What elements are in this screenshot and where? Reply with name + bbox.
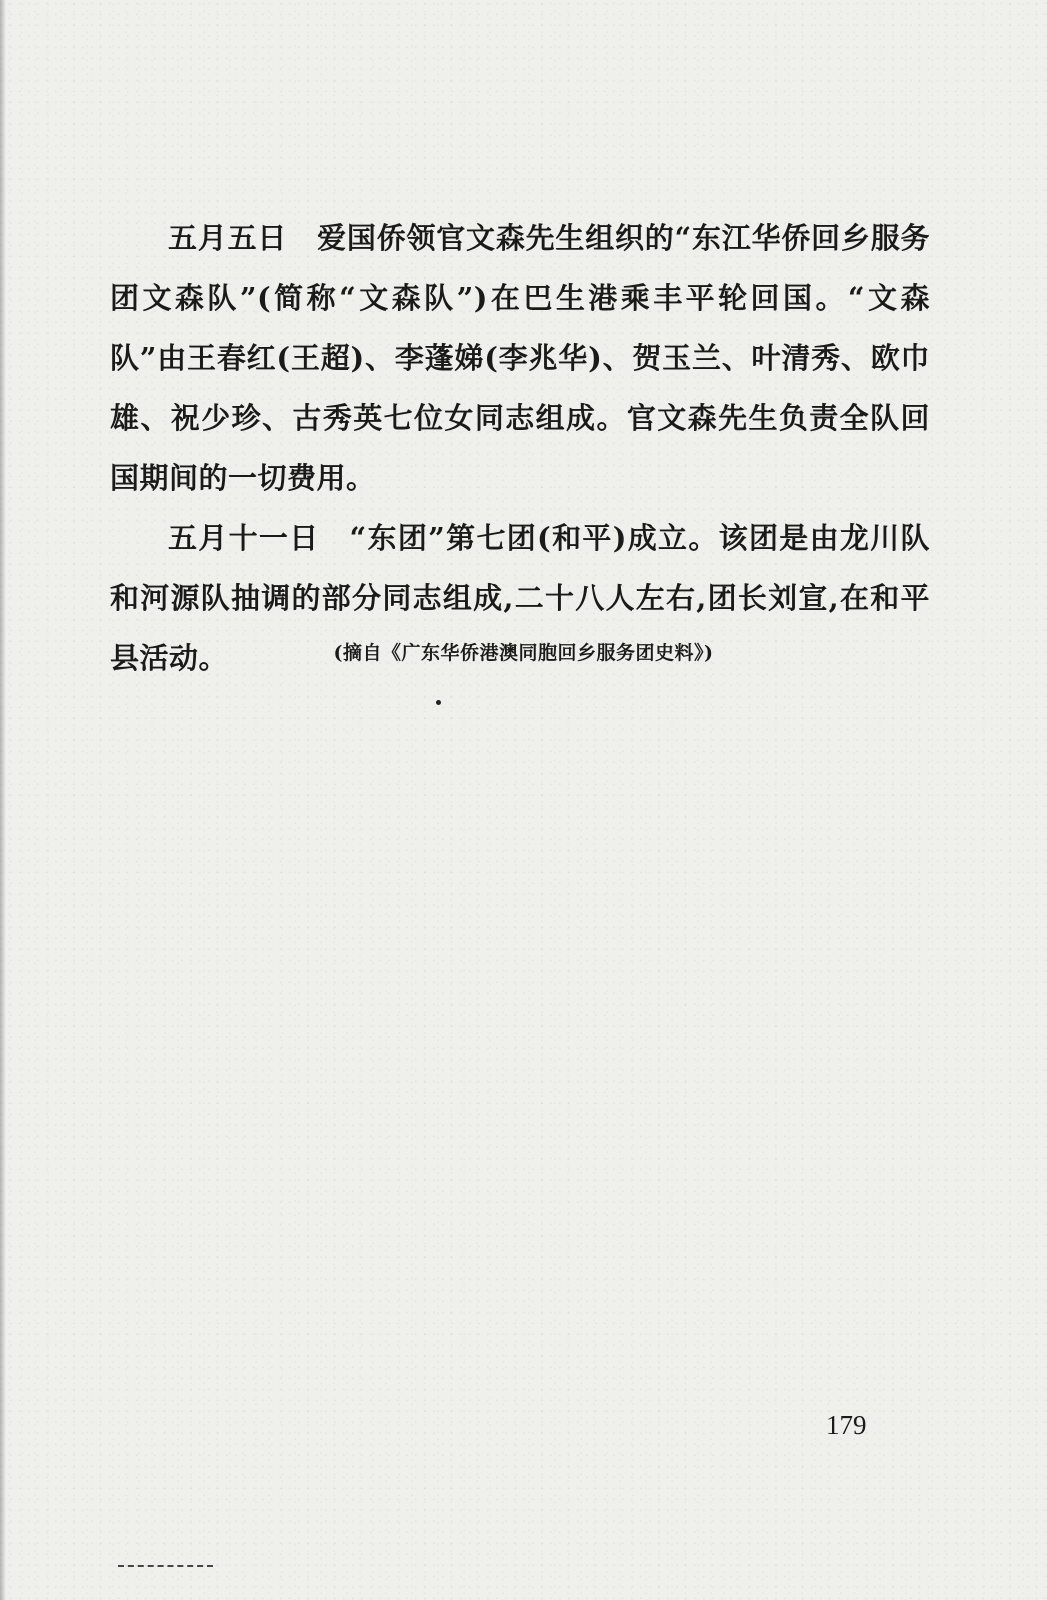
entry-date: 五月五日 bbox=[168, 221, 288, 255]
entry-text: “东团”第七团(和平)成立。该团是由龙川队和河源队抽调的部分同志组成,二十八人左右,团长刘宣,在和平县活动。 bbox=[110, 521, 930, 675]
entry-text: 爱国侨领官文森先生组织的“东江华侨回乡服务团文森队”(简称“文森队”)在巴生港乘丰平轮回国。“文森队”由王春红(王超)、李蓬娣(李兆华)、贺玉兰、叶清秀、欧巾雄、祝少珍、古秀英七位女同志组成。官文森先生负责全队回国期间的一切费用。 bbox=[110, 221, 930, 495]
body-text bbox=[110, 208, 930, 688]
entry-may-5 bbox=[110, 208, 930, 508]
ink-speck bbox=[436, 700, 441, 705]
scan-artifact-dashes bbox=[118, 1565, 213, 1567]
entry-date: 五月十一日 bbox=[168, 521, 320, 555]
source-citation: (摘自《广东华侨港澳同胞回乡服务团史料》) bbox=[333, 642, 714, 664]
page-edge-shadow bbox=[0, 0, 6, 1600]
page-number: 179 bbox=[826, 1410, 867, 1440]
